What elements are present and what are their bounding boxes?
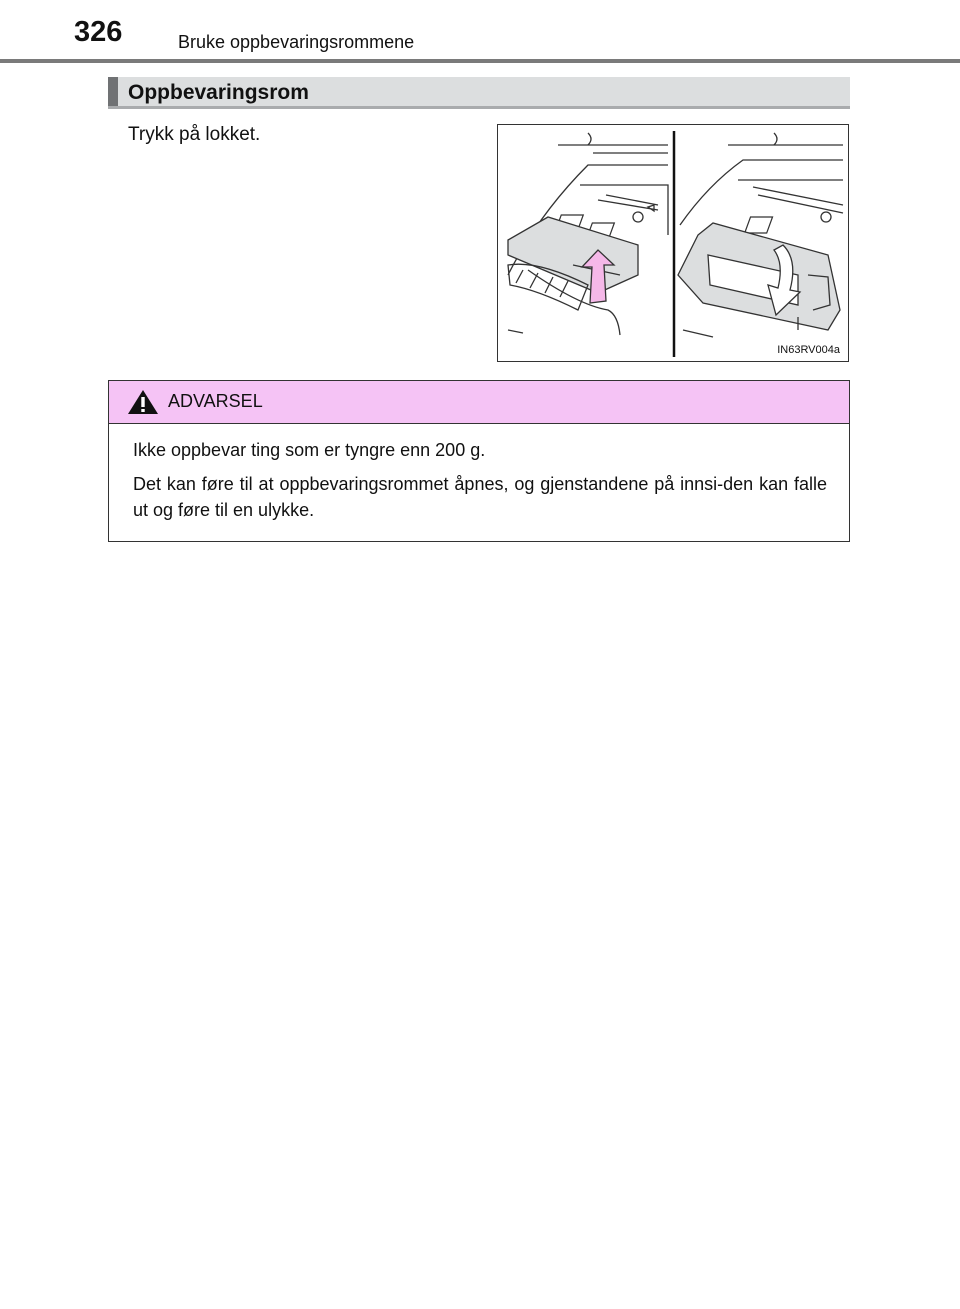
warning-title: ADVARSEL [168, 391, 263, 411]
instruction-text: Trykk på lokket. [128, 124, 261, 145]
section-heading [108, 77, 850, 109]
section-title: Oppbevaringsrom [128, 81, 309, 104]
warning-header [109, 381, 849, 424]
page-number: 326 [74, 16, 123, 48]
warning-triangle-icon [127, 389, 159, 415]
header-rule [0, 59, 960, 63]
overhead-console-illustration [497, 124, 849, 362]
warning-body [133, 437, 827, 531]
section-accent [108, 77, 118, 106]
warning-box [108, 380, 850, 542]
warning-paragraph: Det kan føre til at oppbevaringsrommet åpnes, og gjenstandene på innsi-den kan falle ut og føre til en ulykke. [133, 474, 827, 520]
warning-paragraph: Ikke oppbevar ting som er tyngre enn 200 g. [133, 440, 486, 460]
console-drawing [498, 125, 848, 361]
figure-code: IN63RV004a [777, 344, 840, 356]
running-header: Bruke oppbevaringsrommene [178, 32, 415, 52]
